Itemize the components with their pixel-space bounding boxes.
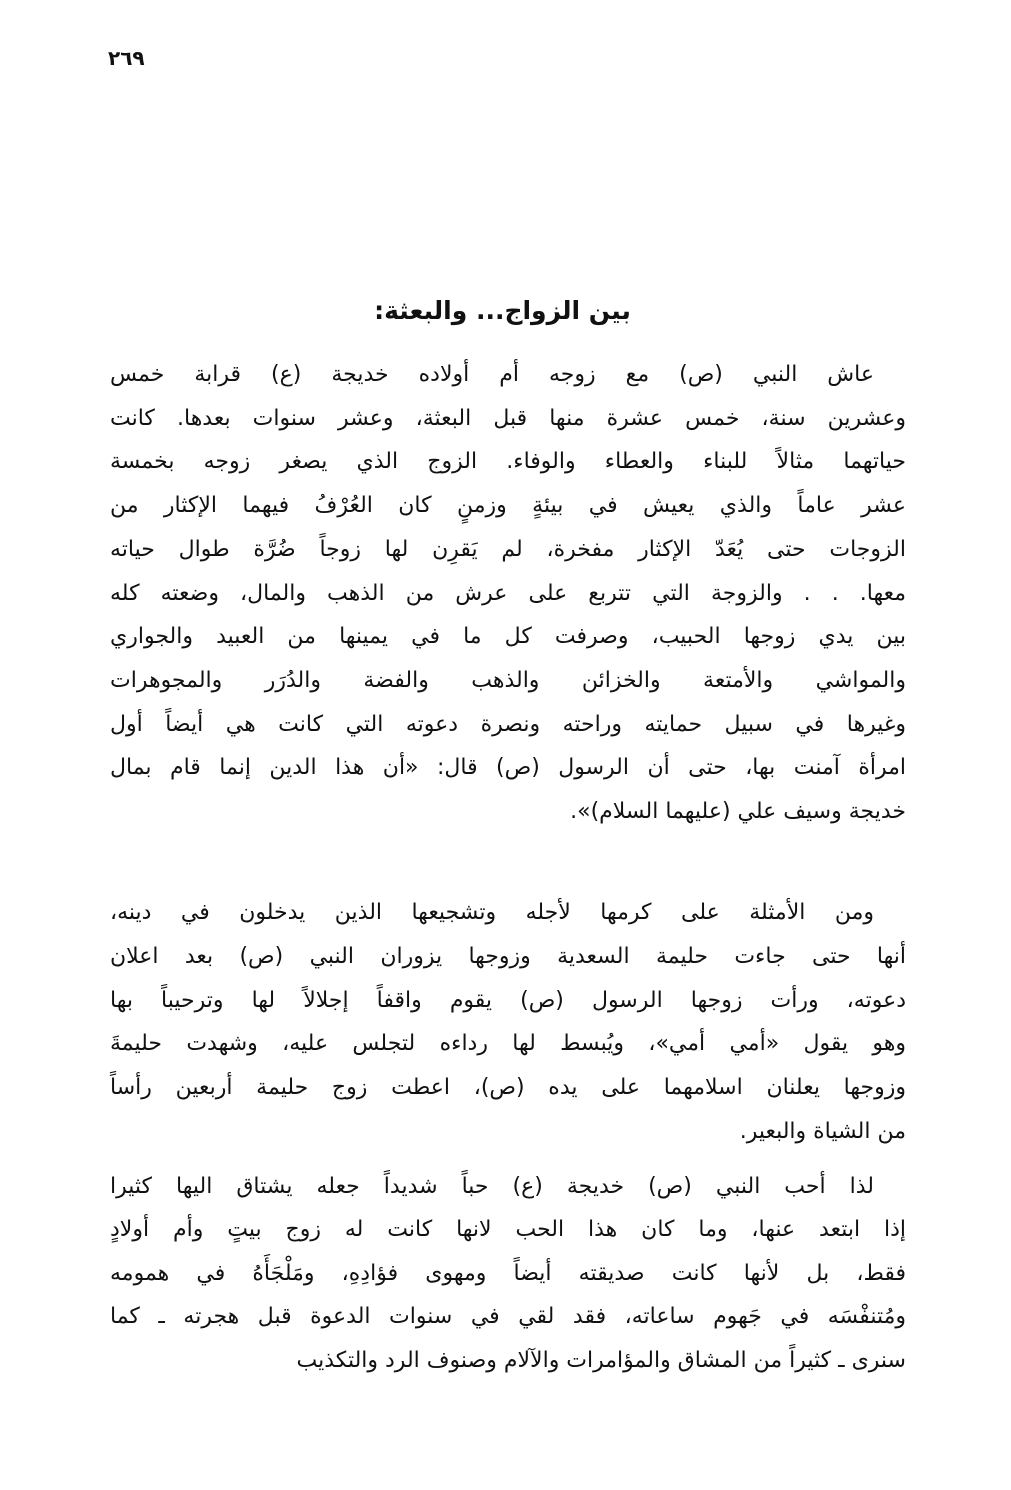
paragraph-3-line: ومُتنفْسَه في جَهوم ساعاته، فقد لقي في سنوات الدعوة قبل هجرته ـ كما (110, 1304, 906, 1330)
paragraph-1-line: وغيرها في سبيل حمايته وراحته ونصرة دعوته التي كانت هي أيضاً أول (110, 711, 906, 737)
paragraph-1-line: امرأة آمنت بها، حتى أن الرسول (ص) قال: «أن هذا الدين إنما قام بمال (110, 755, 906, 781)
paragraph-2-line: أنها حتى جاءت حليمة السعدية وزوجها يزوران النبي (ص) بعد اعلان (110, 943, 906, 969)
paragraph-1-line: عاش النبي (ص) مع زوجه أم أولاده خديجة (ع) قرابة خمس (110, 362, 874, 387)
paragraph-1-line: الزوجات حتى يُعَدّ الإكثار مفخرة، لم يَقرِن لها زوجاً ضُرَّة طوال حياته (110, 536, 906, 562)
paragraph-1-line: والمواشي والأمتعة والخزائن والذهب والفضة والدُرَر والمجوهرات (110, 667, 906, 693)
section-title: بين الزواج... والبعثة: (374, 296, 631, 325)
paragraph-2-line: دعوته، ورأت زوجها الرسول (ص) يقوم واقفاً إجلالاً لها وترحيباً بها (110, 987, 906, 1013)
paragraph-2-line: من الشياة والبعير. (739, 1119, 906, 1144)
page-number: ٢٦٩ (108, 46, 145, 70)
paragraph-1-line: عشر عاماً والذي يعيش في بيئةٍ وزمنٍ كان العُرْفُ فيهما الإكثار من (110, 493, 906, 519)
paragraph-3-line: فقط، بل لأنها كانت صديقته أيضاً ومهوى فؤادِهِ، ومَلْجَأَهُ في همومه (110, 1260, 906, 1286)
paragraph-2-line: ومن الأمثلة على كرمها لأجله وتشجيعها الذين يدخلون في دينه، (110, 900, 874, 925)
paragraph-1-line: بين يدي زوجها الحبيب، وصرفت كل ما في يمينها من العبيد والجواري (110, 624, 906, 650)
paragraph-2-line: وزوجها يعلنان اسلامهما على يده (ص)، اعطت زوج حليمة أربعين رأساً (110, 1075, 906, 1101)
paragraph-1-line: خديجة وسيف علي (عليهما السلام)». (570, 799, 906, 824)
paragraph-3-line: لذا أحب النبي (ص) خديجة (ع) حباً شديداً جعله يشتاق اليها كثيرا (110, 1174, 874, 1199)
paragraph-2-line: وهو يقول «أمي أمي»، ويُبسط لها رداءه لتجلس عليه، وشهدت حليمةَ (110, 1031, 906, 1057)
paragraph-1-line: وعشرين سنة، خمس عشرة منها قبل البعثة، وعشر سنوات بعدها. كانت (110, 405, 906, 431)
paragraph-3-line: سنرى ـ كثيراً من المشاق والمؤامرات والآلام وصنوف الرد والتكذيب (296, 1347, 906, 1373)
paragraph-1-line: حياتهما مثالاً للبناء والعطاء والوفاء. الزوج الذي يصغر زوجه بخمسة (110, 449, 906, 475)
paragraph-3-line: إذا ابتعد عنها، وما كان هذا الحب لانها كانت له زوج بيتٍ وأم أولادٍ (110, 1217, 906, 1243)
paragraph-1-line: معها. . . والزوجة التي تتربع على عرش من الذهب والمال، وضعته كله (110, 580, 906, 606)
